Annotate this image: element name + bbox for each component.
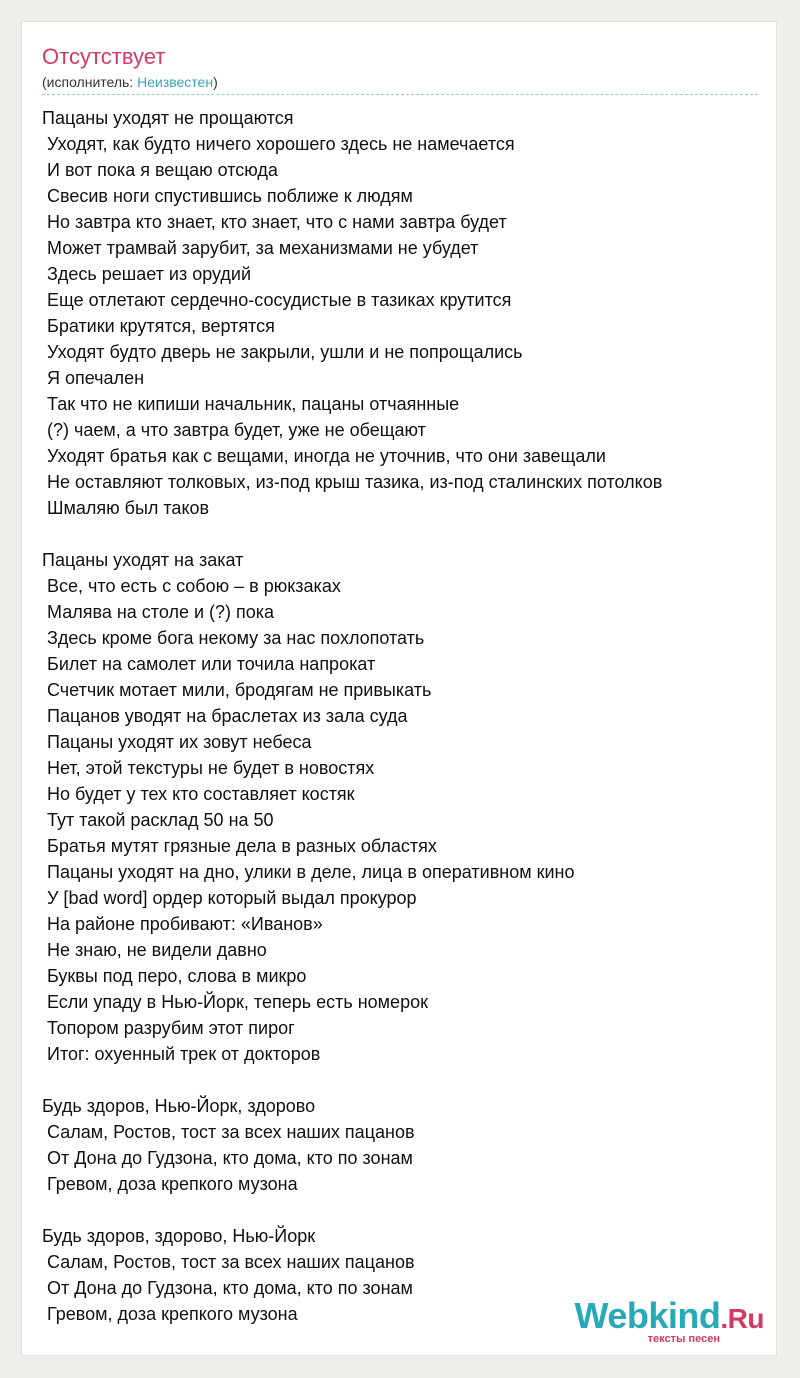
artist-link[interactable]: Неизвестен <box>137 74 214 90</box>
lyric-line: Пацаны уходят не прощаются <box>42 108 294 128</box>
lyric-line: Братики крутятся, вертятся <box>42 316 275 336</box>
lyric-line: От Дона до Гудзона, кто дома, кто по зонам <box>42 1278 413 1298</box>
lyric-line: Если упаду в Нью-Йорк, теперь есть номерок <box>42 992 428 1012</box>
lyric-line: Буквы под перо, слова в микро <box>42 966 307 986</box>
logo-tld: .Ru <box>720 1303 764 1334</box>
logo-main-text: Webkind <box>574 1295 721 1336</box>
lyric-line: Я опечален <box>42 368 145 388</box>
lyric-line: Так что не кипиши начальник, пацаны отчаянные <box>42 394 460 414</box>
lyric-line: Топором разрубим этот пирог <box>42 1018 295 1038</box>
lyric-line: Салам, Ростов, тост за всех наших пацанов <box>42 1252 415 1272</box>
lyric-line: Братья мутят грязные дела в разных областях <box>42 836 437 856</box>
title-divider <box>42 94 758 95</box>
lyric-line: (?) чаем, а что завтра будет, уже не обещают <box>42 420 426 440</box>
lyrics-card <box>21 21 777 1356</box>
artist-prefix: (исполнитель: <box>42 74 138 90</box>
lyric-line: От Дона до Гудзона, кто дома, кто по зонам <box>42 1148 413 1168</box>
lyric-line: Гревом, доза крепкого музона <box>42 1304 298 1324</box>
lyric-line: Здесь решает из орудий <box>42 264 252 284</box>
lyric-line: Все, что есть с собою – в рюкзаках <box>42 576 341 596</box>
lyric-line: Шмаляю был таков <box>42 498 210 518</box>
lyric-line: Пацаны уходят их зовут небеса <box>42 732 312 752</box>
lyric-line: Нет, этой текстуры не будет в новостях <box>42 758 375 778</box>
lyric-line: Пацаны уходят на дно, улики в деле, лица в оперативном кино <box>42 862 575 882</box>
lyric-line <box>42 521 772 547</box>
lyric-line: Но будет у тех кто составляет костяк <box>42 784 355 804</box>
lyric-line <box>42 1067 772 1093</box>
site-logo[interactable] <box>574 1295 764 1345</box>
lyric-line: Но завтра кто знает, кто знает, что с нами завтра будет <box>42 212 507 232</box>
lyric-line: Уходят будто дверь не закрыли, ушли и не попрощались <box>42 342 523 362</box>
lyric-line: Итог: охуенный трек от докторов <box>42 1044 321 1064</box>
lyric-line: Пацанов уводят на браслетах из зала суда <box>42 706 408 726</box>
lyric-line: Здесь кроме бога некому за нас похлопотать <box>42 628 425 648</box>
lyric-line: На районе пробивают: «Иванов» <box>42 914 323 934</box>
lyric-line: Будь здоров, Нью-Йорк, здорово <box>42 1096 316 1116</box>
lyric-line: Уходят братья как с вещами, иногда не уточнив, что они завещали <box>42 446 606 466</box>
lyric-line: Уходят, как будто ничего хорошего здесь не намечается <box>42 134 515 154</box>
lyric-line <box>42 1197 772 1223</box>
lyric-line: И вот пока я вещаю отсюда <box>42 160 278 180</box>
lyric-line: Не оставляют толковых, из-под крыш тазика, из-под сталинских потолков <box>42 472 663 492</box>
lyric-line: Салам, Ростов, тост за всех наших пацанов <box>42 1122 415 1142</box>
lyric-line: Малява на столе и (?) пока <box>42 602 275 622</box>
lyric-line: У [bad word] ордер который выдал прокурор <box>42 888 417 908</box>
logo-tagline: тексты песен <box>647 1333 720 1345</box>
song-title: Отсутствует <box>42 44 166 69</box>
artist-suffix: ) <box>213 74 218 90</box>
artist-line <box>42 73 218 91</box>
lyrics-text <box>42 105 772 1327</box>
lyric-line: Тут такой расклад 50 на 50 <box>42 810 274 830</box>
lyric-line: Не знаю, не видели давно <box>42 940 267 960</box>
lyric-line: Гревом, доза крепкого музона <box>42 1174 298 1194</box>
lyric-line: Еще отлетают сердечно-сосудистые в тазиках крутится <box>42 290 512 310</box>
lyric-line: Счетчик мотает мили, бродягам не привыкать <box>42 680 432 700</box>
lyric-line: Билет на самолет или точила напрокат <box>42 654 376 674</box>
lyric-line: Пацаны уходят на закат <box>42 550 244 570</box>
logo-wordmark <box>574 1295 764 1337</box>
lyric-line: Может трамвай зарубит, за механизмами не убудет <box>42 238 479 258</box>
lyric-line: Свесив ноги спустившись поближе к людям <box>42 186 413 206</box>
lyric-line: Будь здоров, здорово, Нью-Йорк <box>42 1226 316 1246</box>
